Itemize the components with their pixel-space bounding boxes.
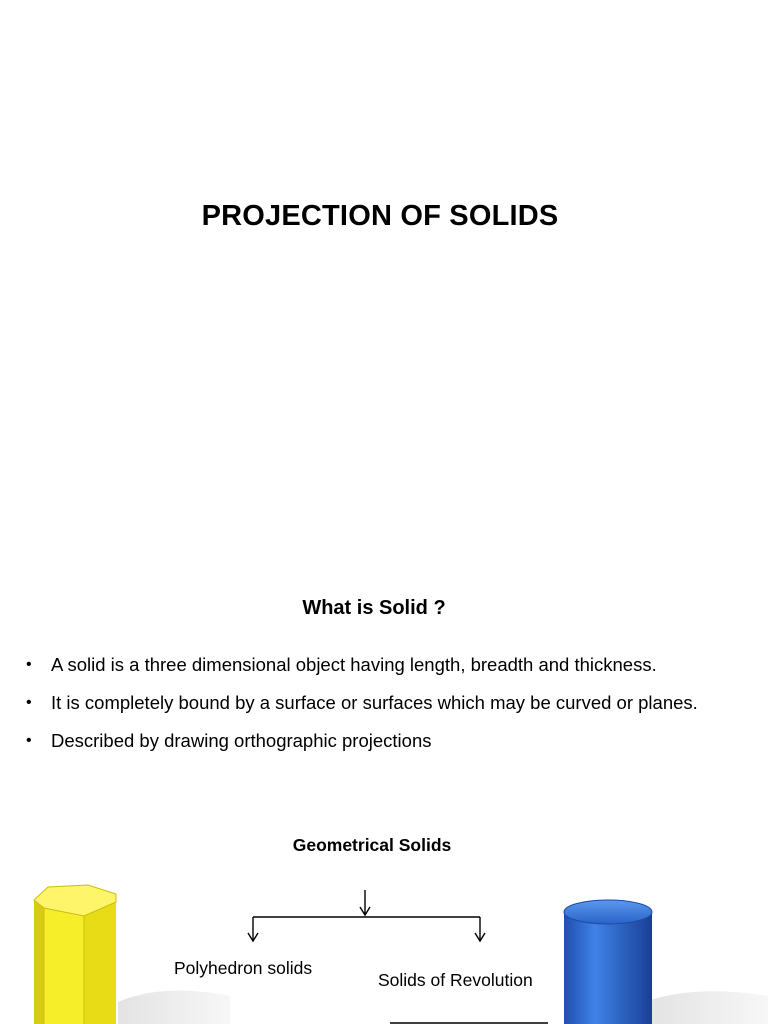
bullet-text: Described by drawing orthographic projections	[51, 730, 432, 751]
bullet-icon: •	[26, 656, 32, 673]
diagram-heading: Geometrical Solids	[292, 835, 452, 855]
prism-shadow	[118, 991, 230, 1024]
hexagonal-prism-icon	[34, 885, 116, 1024]
cylinder-shadow	[650, 991, 768, 1024]
bullet-icon: •	[26, 694, 32, 711]
branch-polyhedron: Polyhedron solids	[174, 958, 313, 978]
bullet-icon: •	[26, 732, 32, 749]
branch-revolution: Solids of Revolution	[378, 970, 533, 990]
slide-heading: What is Solid ?	[302, 597, 446, 619]
slide-what-is-solid	[0, 560, 768, 1024]
classification-diagram	[0, 560, 768, 1024]
page-title: PROJECTION OF SOLIDS	[201, 200, 559, 232]
tree-connectors	[248, 890, 485, 941]
bullet-text: It is completely bound by a surface or surfaces which may be curved or planes.	[51, 692, 698, 713]
bullet-text: A solid is a three dimensional object having length, breadth and thickness.	[51, 654, 657, 675]
cylinder-icon	[564, 900, 652, 1024]
